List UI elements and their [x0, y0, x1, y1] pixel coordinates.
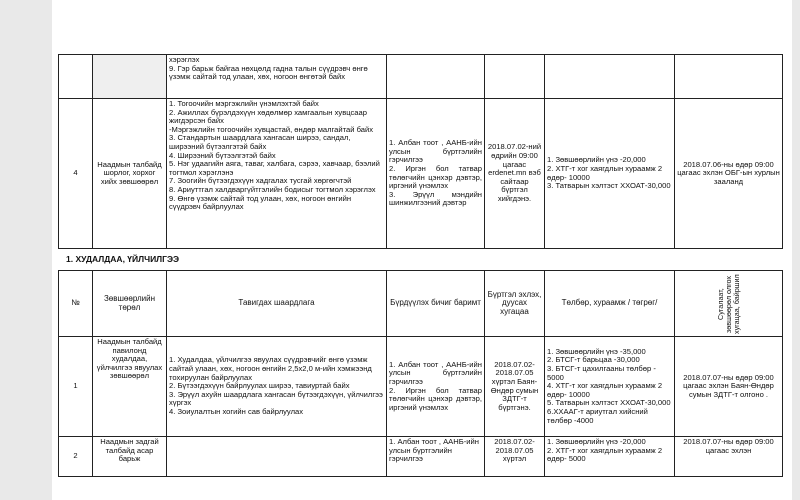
table-row	[59, 55, 783, 99]
permit-table-trade-services	[58, 270, 783, 477]
header-requirements: Тавигдах шаардлага	[167, 271, 387, 337]
list-item: 3. Стандартын шаардлага хангасан ширээ, сандал, ширээний бүтээлгэтэй байх	[169, 133, 351, 151]
table-row	[59, 337, 783, 437]
permit-type: Наадмын задгай талбайд асар барьж	[93, 437, 167, 477]
fees-list	[547, 156, 672, 190]
list-item: 2. Бүтээгдэхүүн байрлуулах ширээ, тавиуртай байх	[169, 381, 350, 391]
list-item: хэрэглэх	[169, 55, 200, 64]
permit-table-continued	[58, 54, 783, 249]
list-item: 2. ХТГ-т хог хаягдлын хураамж 2 өдөр- 5000	[547, 445, 663, 464]
announcement: 2018.07.07-ны өдөр 09:00 цагаас эхлэн	[675, 437, 783, 477]
header-documents: Бүрдүүлэх бичиг баримт	[387, 271, 485, 337]
list-item: 6.ХХААГ-т ариутгал хийсний төлбөр -4000	[547, 406, 648, 425]
registration-period: 2018.07.02-ний өдрийн 09:00 цагаас erdenet.mn вэб сайтаар бүртгэл хийгдэнэ.	[485, 99, 545, 249]
permit-type: Наадмын талбайд шорлог, хорхог хийх зөвшөөрөл	[93, 99, 167, 249]
header-number: №	[59, 271, 93, 337]
list-item: 4. ХТГ-т хог хаягдлын хураамж 2 өдөр- 10000	[547, 381, 663, 399]
required-documents: 1. Албан тоот , ААНБ-ийн улсын бүртгэлийн гэрчилгээ	[387, 437, 485, 477]
header-announcement: Сугалаат, зөвшөөрөл олгох хугацаа, байршил	[715, 273, 741, 334]
list-item: 1. Зөвшөөрлийн үнэ -35,000	[547, 346, 646, 356]
fees-list	[547, 348, 672, 425]
list-item: 1. Тогоочийн мэргэжлийн үнэмлэхтэй байх	[169, 99, 319, 108]
list-item: 2. БТСГ-т барьцаа -30,000	[547, 355, 640, 365]
list-item: 3. Татварын хэлтэст ХХОАТ-30,000	[547, 181, 671, 191]
registration-period: 2018.07.02-2018.07.05 хүртэл Баян-Өндөр сумын ЗДТГ-т бүртгэнэ.	[485, 337, 545, 437]
list-item: 1. Зөвшөөрлийн үнэ -20,000	[547, 437, 646, 446]
document-page	[52, 0, 792, 500]
list-item: 1. Худалдаа, үйлчилгээ явуулах сүүдрэвчийг өнгө үзэмж сайтай улаан, хөх, ногоон өнгийн 2,5х2,0 м-ийн хэмжээнд тохируулан байрлуулах	[169, 355, 372, 382]
list-item: 5. Нэг удаагийн аяга, таваг, халбага, сэрээ, хавчаар, бээлий тогтмол хэрэглэнэ	[169, 159, 380, 177]
requirements-list	[169, 356, 384, 416]
list-item: 9. Өнгө үзэмж сайтай тод улаан, хөх, ногоон өнгийн сүүдрэвч байрлуулах	[169, 193, 352, 212]
required-documents: 1. Албан тоот , ААНБ-ийн улсын бүртгэлийн гэрчилгээ 2. Иргэн бол татвар төлөгчийн цэнхэр дэвтэр, иргэний үнэмлэх 3. Эрүүл мэндийн шинжилгээний дэвтэр	[387, 99, 485, 249]
fees-list	[547, 438, 672, 464]
row-number: 2	[59, 437, 93, 477]
announcement: 2018.07.06-ны өдөр 09:00 цагаас эхлэн ОБГ-ын хурлын зааланд	[675, 99, 783, 249]
list-item: 2. Ажиллах бүрэлдэхүүн хөдөлмөр хамгаалын хувцсаар жигдэрсэн байх	[169, 107, 367, 126]
requirements-list	[169, 56, 384, 82]
header-fees: Төлбөр, хураамж / төгрөг/	[545, 271, 675, 337]
table-row	[59, 99, 783, 249]
list-item: 8. Ариуттгал халдваргүйтгэлийн бодисыг тогтмол хэрэглэх	[169, 184, 376, 194]
section-title: 1. ХУДАЛДАА, ҮЙЛЧИЛГЭЭ	[66, 254, 180, 264]
list-item: 7. Зоогийн бүтээгдэхүүн хадгалах тусгай хөргөгчтэй	[169, 176, 352, 186]
requirements-list	[169, 100, 384, 212]
list-item: 1. Зөвшөөрлийн үнэ -20,000	[547, 155, 646, 165]
required-documents: 1. Албан тоот , ААНБ-ийн улсын бүртгэлийн гэрчилгээ 2. Иргэн бол татвар төлөгчийн цэнхэр дэвтэр, иргэний үнэмлэх	[387, 337, 485, 437]
header-type: Зөвшөөрлийн төрөл	[93, 271, 167, 337]
announcement: 2018.07.07-ны өдөр 09:00 цагаас эхлэн Баян-Өндөр сумын ЗДТГ-т олгоно .	[675, 337, 783, 437]
list-item: 4. Зоиулалтын хогийн сав байрлуулах	[169, 406, 304, 416]
list-item: 4. Ширээний бүтээлгэтэй байх	[169, 150, 276, 160]
header-registration: Бүртгэл эхлэх, дуусах хугацаа	[485, 271, 545, 337]
list-item: -Мэргэжлийн тогоочийн хувцастай, өндөр малгайтай байх	[169, 124, 374, 134]
row-number: 4	[59, 99, 93, 249]
list-item: 3. Эрүүл ахуйн шаардлага хангасан бүтээгдэхүүн, үйлчилгээ хүргэх	[169, 389, 383, 408]
list-item: 3. БТСГ-т цахилгааны төлбөр - 5000	[547, 364, 656, 382]
list-item: 2. ХТГ-т хог хаягдлын хураамж 2 өдөр- 10000	[547, 163, 663, 182]
table-header-row	[59, 271, 783, 337]
permit-type: Наадмын талбайд павилонд худалдаа, үйлчилгээ явуулах зөвшөөрөл	[93, 337, 167, 437]
registration-period: 2018.07.02-2018.07.05 хүртэл	[485, 437, 545, 477]
list-item: 5. Татварын хэлтэст ХХОАТ-30,000	[547, 398, 671, 408]
table-row	[59, 437, 783, 477]
list-item: 9. Гэр барьж байгаа нөхцөлд гадна талын сүүдрэвч өнгө үзэмж сайтай тод улаан, хөх, ногоон өнгөтэй байх	[169, 63, 368, 82]
row-number: 1	[59, 337, 93, 437]
